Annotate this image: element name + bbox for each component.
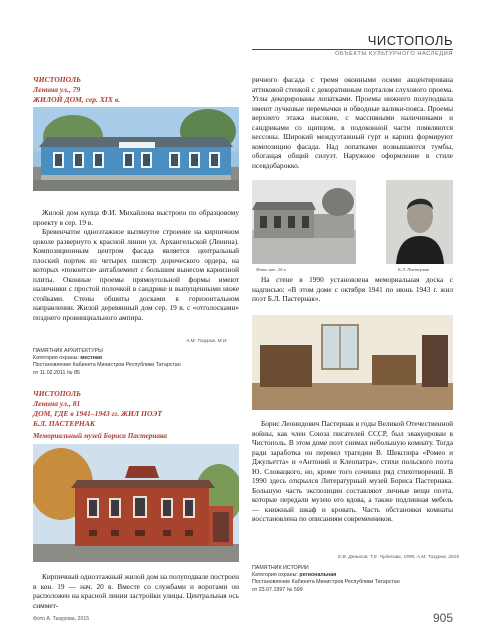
entry2-name-line2: Б.Л. ПАСТЕРНАК [33, 419, 96, 428]
entry1-decree-date: от 11.02.2011 № 85 [33, 369, 80, 376]
page-number: 905 [432, 611, 453, 625]
plaque-text-block [252, 275, 453, 304]
header-rule [252, 49, 453, 50]
plaque-text: На стене в 1990 установлена мемориальная доска с надписью: «В этом доме с октября 1941 по июнь 1943 г. жил поэт Б.Л. Пастернак». [252, 275, 453, 304]
entry1-paragraph-1: Жилой дом купца Ф.И. Михайлова выстроен по образцовому проекту в сер. 19 в. [33, 208, 239, 227]
entry2-monument-type: ПАМЯТНИК ИСТОРИИ [252, 565, 309, 571]
historic-street-illustration [252, 180, 356, 264]
entry1-monument-info [33, 348, 243, 377]
entry1-photo [33, 107, 239, 191]
interior-photo [252, 315, 453, 410]
historic-photo [252, 180, 356, 264]
entry1-text-right [252, 75, 453, 170]
entry2-address: Ленина ул., 81 [33, 399, 81, 408]
entry1-decree: Постановление Кабинета Министров Республики Татарстан [33, 362, 181, 369]
entry2-paragraph-left: Кирпичный одноэтажный жилой дом на полуподвале построен в кон. 19 — нач. 20 в. Вместе со службами и воротами он расположен на красной линии застройки улицы. Центральная ось симмет- [33, 572, 239, 610]
entry1-name: ЖИЛОЙ ДОМ, сер. XIX в. [33, 95, 121, 104]
entry2-decree: Постановление Кабинета Министров Республики Татарстан [252, 579, 400, 586]
entry2-name-line1: ДОМ, ГДЕ в 1941–1943 гг. ЖИЛ ПОЭТ [33, 409, 163, 418]
entry2-text-right [252, 419, 453, 524]
entry2-museum-name: Мемориальный музей Бориса Пастернака [33, 432, 167, 440]
historic-photo-caption: Фото нач. 20 в. [256, 267, 287, 272]
entry2-decree-date: от 23.07.1997 № 599 [252, 586, 303, 593]
entry1-paragraph-2: Бревенчатое одноэтажное вытянутое строение на кирпичном цоколе развернуто к красной линии ул. Архангельской (Ленина). Композиционным центром фасада является центральный плоский портик из четырех пилястр дорического ордера, на которых «покоится» антаблемент с большим вынесом карнизной плиты. Оконные проемы прямоугольной формы имеют наличники с простой полочкой в сандрике и выпущенными ниже стойками. Стены обшиты досками в горизонтальном направлении. Жилой деревянный дом сер. 19 в. с «отголосками» позднего провинциального ампира. [33, 227, 239, 323]
entry2-city: ЧИСТОПОЛЬ [33, 389, 81, 398]
portrait-illustration [386, 180, 453, 264]
portrait-caption: Б.Л. Пастернак [398, 267, 430, 272]
entry2-text-left [33, 572, 239, 610]
entry1-monument-type: ПАМЯТНИК АРХИТЕКТУРЫ [33, 348, 103, 354]
entry1-protection-category: Категория охраны: местная [33, 355, 102, 362]
entry2-paragraph-right: Борис Леонидович Пастернак в годы Великой Отечественной войны, как член Союза писателей СССР, был эвакуирован в Чистополь. В этом доме поэт снимал небольшую комнату. Тогда ради заработка он перевел трагедии В. Шекспира «Ромео и Джульетта» и «Антоний и Клеопатра», стихи польского поэта Ю. Словацкого, но, кроме того сочинил ряд стихотворений. В 1990 здесь открылся Литературный музей Бориса Пастернака. Большую часть экспозиции составляют личные вещи поэта, которые передали музею его вдова, а также подлинная мебель — книжный шкаф и кровать. Часть обстановки комнаты восстановлена по описаниям современников. [252, 419, 453, 524]
entry2-monument-info [252, 565, 457, 594]
running-header-title: ЧИСТОПОЛЬ [367, 33, 453, 48]
entry1-credit: А.М. Тазуров, М.И. [186, 339, 228, 344]
entry1-city: ЧИСТОПОЛЬ [33, 75, 81, 84]
footer-photo-credit: Фото А. Тазурова, 2015 [33, 616, 90, 622]
blue-house-illustration [33, 107, 239, 191]
entry1-address: Ленина ул., 79 [33, 85, 81, 94]
portrait-photo [386, 180, 453, 264]
entry1-text-left [33, 208, 239, 323]
entry2-credit: Е.В. Денисов, Т.Е. Чудесова, 1999, А.М. Тазуров, 2015 [338, 555, 459, 560]
museum-interior-illustration [252, 315, 453, 410]
entry2-photo [33, 444, 239, 562]
running-header-subtitle: ОБЪЕКТЫ КУЛЬТУРНОГО НАСЛЕДИЯ [335, 51, 453, 57]
entry2-protection-category: Категория охраны: региональная [252, 572, 337, 579]
entry1-paragraph-right: ричного фасада с тремя оконными осями акцентирована аттиковой стенкой с декоративным порталом слухового проема. Углы декорированы лопатками. Проемы нижнего полуподвала имеют лучковые перемычки и обводные валики-пояса. Проемы верхнего этажа высокие, с массивными наличниками и сандриками со щипцом, в подоконной части появляются кессоны. Широкий междуэтажный гурт и карниз формируют композицию фасада. Над лопатками возвышаются тумбы, обогащая общий силуэт. Наружное оформление в стиле псевдобарокко. [252, 75, 453, 170]
brick-house-illustration [33, 444, 239, 562]
